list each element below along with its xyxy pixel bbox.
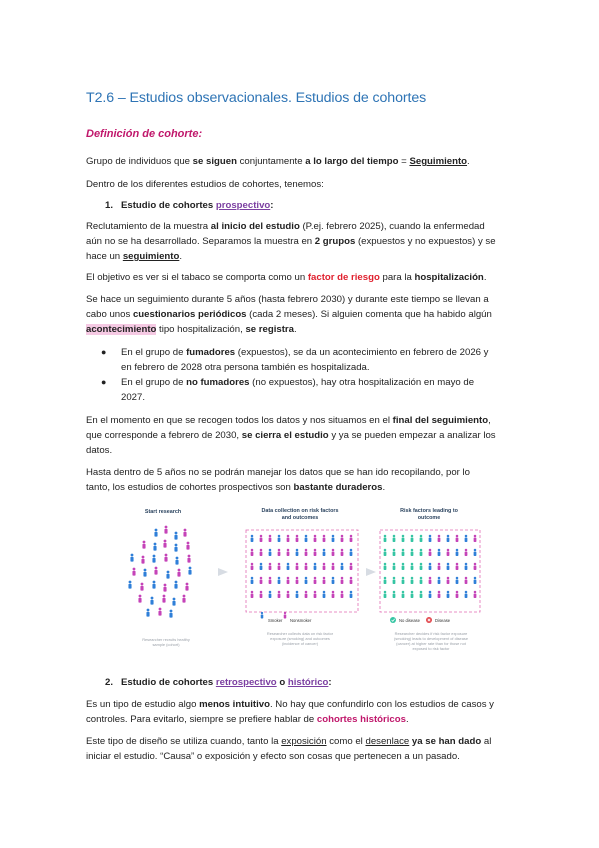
person-icon: [164, 554, 167, 562]
person-icon: [152, 581, 155, 589]
legend-smoker-label: Smoker: [268, 618, 283, 623]
person-icon: [402, 591, 405, 598]
person-icon: [429, 535, 432, 542]
person-icon: [296, 549, 299, 556]
person-icon: [438, 535, 441, 542]
person-icon: [152, 555, 155, 563]
person-icon: [474, 563, 477, 570]
figure-panel1-title: Start research: [144, 509, 182, 515]
person-icon: [350, 591, 353, 598]
paragraph-retro-l1: Es un tipo de estudio algo menos intuitivo. No hay que confundirlo con los estudios de casos y: [86, 699, 494, 710]
person-icon: [447, 535, 450, 542]
person-icon: [305, 549, 308, 556]
paragraph-recruitment-l1: Reclutamiento de la muestra al inicio del estudio (P.ej. febrero 2025), cuando la enfermedad: [86, 221, 485, 232]
person-icon: [278, 563, 281, 570]
person-icon: [169, 610, 172, 618]
paragraph-followup-l2: cabo unos cuestionarios periódicos (cada 2 meses). Si alguien comenta que ha habido algún: [86, 309, 492, 320]
person-icon: [150, 597, 153, 605]
person-icon: [384, 577, 387, 584]
legend-disease-label: Disease: [435, 618, 451, 623]
paragraph-end-l3: datos.: [86, 445, 113, 456]
person-icon: [130, 554, 133, 562]
person-icon: [474, 549, 477, 556]
person-icon: [350, 549, 353, 556]
person-icon: [456, 549, 459, 556]
person-icon: [323, 591, 326, 598]
person-icon: [341, 591, 344, 598]
bullet-icon: ●: [101, 377, 107, 387]
person-icon: [447, 549, 450, 556]
person-icon: [278, 535, 281, 542]
person-icon: [164, 526, 167, 534]
person-icon: [332, 577, 335, 584]
person-icon: [393, 591, 396, 598]
data-collection-box: [246, 530, 358, 612]
person-icon: [438, 591, 441, 598]
person-icon: [429, 591, 432, 598]
person-icon: [384, 535, 387, 542]
person-icon: [341, 549, 344, 556]
arrow-right-icon: [366, 568, 376, 576]
person-icon: [296, 577, 299, 584]
person-icon: [175, 557, 178, 565]
person-icon: [305, 577, 308, 584]
person-icon: [447, 563, 450, 570]
person-icon: [269, 591, 272, 598]
paragraph-duration-l2: tanto, los estudios de cohortes prospectivos son bastante duraderos.: [86, 482, 386, 493]
person-icon: [163, 540, 166, 548]
person-icon: [314, 549, 317, 556]
section-heading: Definición de cohorte:: [86, 128, 203, 140]
paragraph-recruitment-l2: aún no se ha desarrollado. Separamos la muestra en 2 grupos (expuestos y no expuestos) y se: [86, 236, 496, 247]
smoker-legend-icon: [261, 612, 264, 619]
person-icon: [438, 549, 441, 556]
paragraph-retro-l2: controles. Para evitarlo, siempre se prefiere hablar de cohortes históricos.: [86, 714, 409, 725]
person-icon: [474, 535, 477, 542]
person-icon: [411, 535, 414, 542]
person-icon: [438, 563, 441, 570]
person-icon: [393, 563, 396, 570]
person-icon: [142, 541, 145, 549]
person-icon: [447, 577, 450, 584]
person-icon: [447, 591, 450, 598]
bullet-nonsmokers-l2: 2027.: [121, 392, 146, 403]
figure-caption1: Researcher recruits healthy sample (cohort): [142, 637, 190, 647]
person-icon: [269, 577, 272, 584]
paragraph-followup-l1: Se hace un seguimiento durante 5 años (hasta febrero 2030) y durante este tiempo se llevan a: [86, 294, 489, 305]
person-icon: [187, 555, 190, 563]
person-icon: [260, 549, 263, 556]
person-icon: [305, 563, 308, 570]
person-icon: [411, 563, 414, 570]
person-icon: [465, 563, 468, 570]
legend-no-disease-label: No disease: [399, 618, 420, 623]
person-icon: [269, 535, 272, 542]
person-icon: [384, 549, 387, 556]
person-icon: [465, 549, 468, 556]
paragraph-end-l2: que corresponde a febrero de 2030, se cierra el estudio y ya se pueden empezar a analizar los: [86, 430, 496, 441]
person-icon: [323, 563, 326, 570]
person-icon: [402, 563, 405, 570]
bullet-smokers-l1: En el grupo de fumadores (expuestos), se da un acontecimiento en febrero de 2026 y: [121, 347, 489, 358]
person-icon: [314, 563, 317, 570]
bullet-nonsmokers-l1: En el grupo de no fumadores (no expuestos), hay otra hospitalización en mayo de: [121, 377, 475, 388]
person-icon: [323, 535, 326, 542]
bullet-icon: ●: [101, 347, 107, 357]
person-icon: [420, 577, 423, 584]
person-icon: [140, 583, 143, 591]
person-icon: [146, 609, 149, 617]
person-icon: [350, 577, 353, 584]
arrow-right-icon: [218, 568, 228, 576]
person-icon: [163, 584, 166, 592]
person-icon: [314, 591, 317, 598]
person-icon: [287, 591, 290, 598]
paragraph-design-l1: Este tipo de diseño se utiliza cuando, tanto la exposición como el desenlace ya se han dado al: [86, 736, 492, 747]
figure-caption3: Researcher decides if risk factor exposure (smoking) leads to development of disease (cancer) at higher rate than for those not exposed to risk factor: [394, 631, 468, 651]
person-icon: [305, 591, 308, 598]
person-icon: [128, 581, 131, 589]
person-icon: [260, 591, 263, 598]
person-icon: [323, 549, 326, 556]
person-icon: [384, 563, 387, 570]
person-icon: [153, 543, 156, 551]
person-icon: [287, 549, 290, 556]
heading-prospective: 1.: [105, 200, 114, 211]
person-icon: [141, 556, 144, 564]
heading-prospective-text: Estudio de cohortes prospectivo:: [121, 200, 274, 211]
person-icon: [278, 549, 281, 556]
paragraph-followup-l3: acontecimiento tipo hospitalización, se registra.: [86, 324, 297, 335]
person-icon: [158, 608, 161, 616]
paragraph-intro: Dentro de los diferentes estudios de cohortes, tenemos:: [86, 179, 324, 190]
person-icon: [166, 571, 169, 579]
person-icon: [269, 563, 272, 570]
person-icon: [296, 591, 299, 598]
heading-retrospective-text: Estudio de cohortes retrospectivo o histórico:: [121, 677, 332, 688]
person-icon: [296, 535, 299, 542]
person-icon: [251, 577, 254, 584]
person-icon: [278, 577, 281, 584]
person-icon: [438, 577, 441, 584]
person-icon: [465, 591, 468, 598]
person-icon: [402, 549, 405, 556]
person-icon: [350, 563, 353, 570]
person-icon: [260, 563, 263, 570]
paragraph-design-l2: iniciar el estudio. “Causa” o exposición y efecto son cosas que pertenecen a un pasado.: [86, 751, 460, 762]
figure-panel2-title: Data collection on risk factors and outcomes: [261, 508, 339, 521]
person-icon: [260, 535, 263, 542]
paragraph-definition: Grupo de individuos que se siguen conjuntamente a lo largo del tiempo = Seguimiento.: [86, 156, 470, 167]
person-icon: [174, 532, 177, 540]
person-icon: [465, 535, 468, 542]
person-icon: [384, 591, 387, 598]
person-icon: [251, 549, 254, 556]
person-icon: [172, 598, 175, 606]
person-icon: [177, 569, 180, 577]
person-icon: [411, 549, 414, 556]
person-icon: [287, 535, 290, 542]
person-icon: [474, 591, 477, 598]
person-icon: [411, 577, 414, 584]
person-icon: [429, 563, 432, 570]
paragraph-objective: El objetivo es ver si el tabaco se comporta como un factor de riesgo para la hospitalización.: [86, 272, 487, 283]
person-icon: [154, 567, 157, 575]
person-icon: [269, 549, 272, 556]
paragraph-end-l1: En el momento en que se recogen todos los datos y nos situamos en el final del seguimiento,: [86, 415, 491, 426]
figure-panel3-title: Risk factors leading to outcome: [400, 508, 458, 521]
person-icon: [411, 591, 414, 598]
person-icon: [341, 577, 344, 584]
person-icon: [350, 535, 353, 542]
page-title: T2.6 – Estudios observacionales. Estudios de cohortes: [86, 90, 427, 106]
person-icon: [185, 583, 188, 591]
person-icon: [420, 591, 423, 598]
person-icon: [420, 563, 423, 570]
person-icon: [420, 549, 423, 556]
legend-nonsmoker-label: Nonsmoker: [290, 618, 312, 623]
person-icon: [251, 535, 254, 542]
person-icon: [474, 577, 477, 584]
no-disease-check-icon: [390, 617, 396, 623]
person-icon: [251, 563, 254, 570]
person-icon: [393, 549, 396, 556]
person-icon: [420, 535, 423, 542]
paragraph-duration-l1: Hasta dentro de 5 años no se podrán manejar los datos que se han ido recopilando, por lo: [86, 467, 471, 478]
person-icon: [314, 535, 317, 542]
person-icon: [332, 535, 335, 542]
person-icon: [296, 563, 299, 570]
person-icon: [287, 577, 290, 584]
person-icon: [138, 595, 141, 603]
cohort-study-figure: [118, 500, 484, 660]
person-icon: [174, 544, 177, 552]
person-icon: [332, 591, 335, 598]
person-icon: [186, 542, 189, 550]
person-icon: [341, 535, 344, 542]
person-icon: [402, 535, 405, 542]
person-icon: [332, 563, 335, 570]
person-icon: [278, 591, 281, 598]
person-icon: [305, 535, 308, 542]
person-icon: [465, 577, 468, 584]
person-icon: [182, 595, 185, 603]
person-icon: [162, 595, 165, 603]
person-icon: [143, 569, 146, 577]
person-icon: [183, 529, 186, 537]
person-icon: [341, 563, 344, 570]
person-icon: [393, 535, 396, 542]
bullet-smokers-l2: en febrero de 2028 otra persona también es hospitalizada.: [121, 362, 370, 373]
person-icon: [132, 568, 135, 576]
person-icon: [314, 577, 317, 584]
person-icon: [188, 567, 191, 575]
person-icon: [287, 563, 290, 570]
person-icon: [429, 577, 432, 584]
person-icon: [429, 549, 432, 556]
person-icon: [251, 591, 254, 598]
person-icon: [402, 577, 405, 584]
person-icon: [456, 577, 459, 584]
nonsmoker-legend-icon: [284, 612, 287, 619]
person-icon: [393, 577, 396, 584]
person-icon: [456, 591, 459, 598]
outcome-box: [380, 530, 480, 612]
paragraph-recruitment-l3: hace un seguimiento.: [86, 251, 182, 262]
person-icon: [332, 549, 335, 556]
person-icon: [456, 535, 459, 542]
heading-retrospective: 2.: [105, 677, 114, 688]
figure-caption2: Researcher collects data on risk factor exposure (smoking) and outcomes (incidence of cancer): [266, 631, 334, 646]
person-icon: [323, 577, 326, 584]
person-icon: [260, 577, 263, 584]
person-icon: [174, 581, 177, 589]
person-icon: [154, 529, 157, 537]
person-icon: [456, 563, 459, 570]
